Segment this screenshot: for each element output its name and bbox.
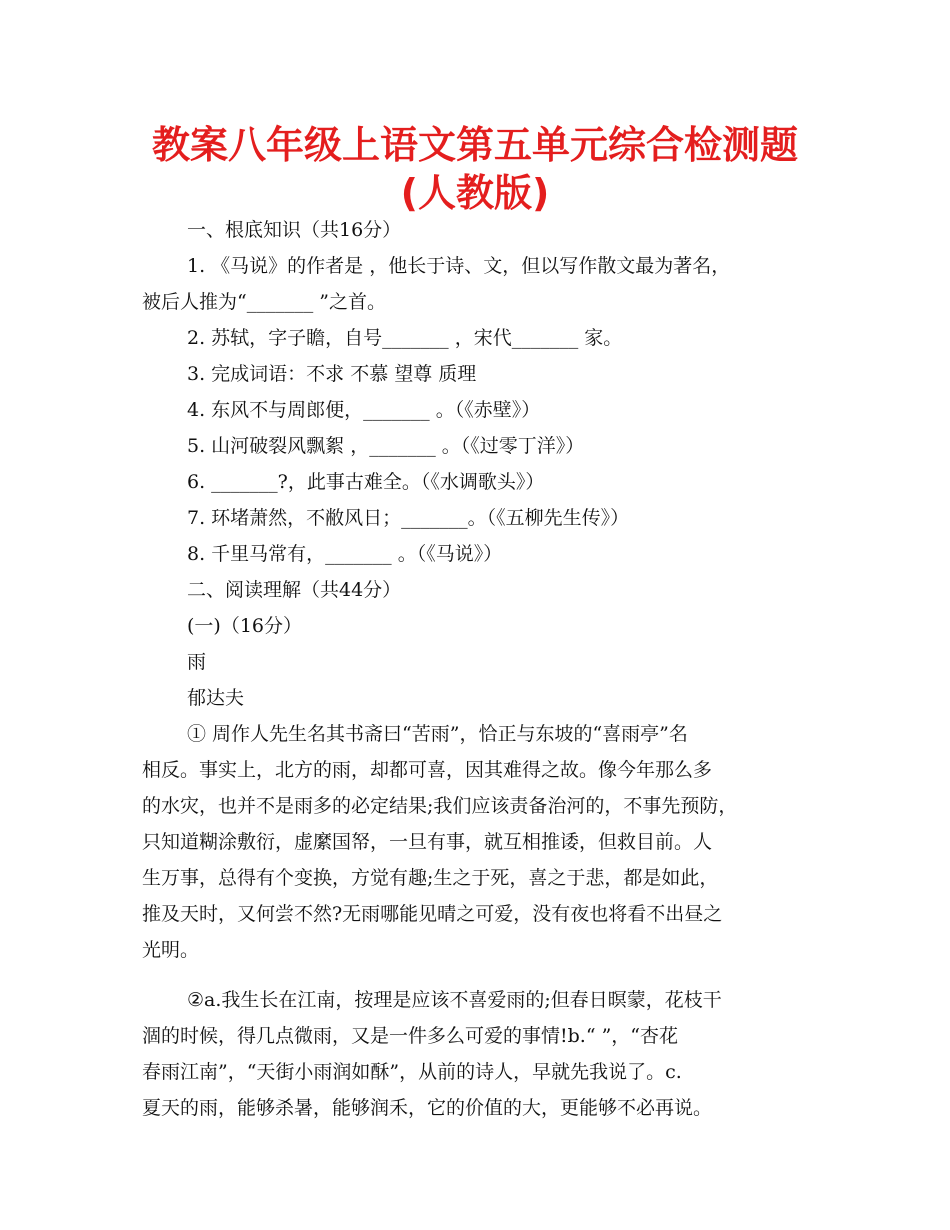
essay-paragraph-1 (142, 716, 832, 968)
paragraph-line: 春雨江南”，“天街小雨润如酥”，从前的诗人，早就先我说了。c. (142, 1061, 682, 1083)
paragraph-line: 相反。事实上，北方的雨，却都可喜，因其难得之故。像今年那么多 (142, 759, 713, 781)
subsection-heading: (一)（16分） (187, 615, 303, 637)
paragraph-line: ②a.我生长在江南，按理是应该不喜爱雨的;但春日暝蒙，花枝干 (187, 989, 722, 1011)
document-title: 教案八年级上语文第五单元综合检测题 (151, 123, 798, 167)
paragraph-spacer (142, 968, 832, 982)
document-body (142, 212, 832, 1126)
paragraph-line: 夏天的雨，能够杀暑，能够润禾，它的价值的大，更能够不必再说。 (142, 1097, 713, 1119)
question-1-line-1: 1. 《马说》的作者是 ，他长于诗、文，但以写作散文最为著名， (187, 255, 731, 277)
document-subtitle: (人教版) (400, 171, 550, 215)
essay-paragraph-2 (142, 982, 832, 1126)
paragraph-line: 光明。 (142, 939, 200, 961)
question-3: 3. 完成词语：不求 不慕 望尊 质理 (187, 363, 477, 385)
essay-title: 雨 (187, 651, 207, 673)
question-1-line-2: 被后人推为“_______ ”之首。 (142, 291, 386, 313)
paragraph-line: ① 周作人先生名其书斋曰“苦雨”，恰正与东坡的“喜雨亭”名 (187, 723, 688, 745)
paragraph-line: 推及天时，又何尝不然?无雨哪能见晴之可爱，没有夜也将看不出昼之 (142, 903, 723, 925)
paragraph-line: 只知道糊涂敷衍，虚縻国帑，一旦有事，就互相推诿，但救目前。人 (142, 831, 713, 853)
section-heading-basics: 一、根底知识（共16分） (187, 219, 402, 241)
question-2: 2. 苏轼，字子瞻，自号_______ ，宋代_______ 家。 (187, 327, 623, 349)
paragraph-line: 生万事，总得有个变换，方觉有趣;生之于死，喜之于悲，都是如此， (142, 867, 719, 889)
paragraph-line: 的水灾，也并不是雨多的必定结果;我们应该责备治河的，不事先预防， (142, 795, 738, 817)
question-4: 4. 东风不与周郎便，_______ 。（《赤壁》） (187, 399, 541, 421)
question-7: 7. 环堵萧然，不敝风日；_______。（《五柳先生传》） (187, 507, 630, 529)
paragraph-line: 涸的时候，得几点微雨，又是一件多么可爱的事情!b.“ ”，“杏花 (142, 1025, 679, 1047)
question-5: 5. 山河破裂风飘絮 ，_______ 。（《过零丁洋》） (187, 435, 585, 457)
essay-author: 郁达夫 (187, 687, 245, 709)
section-heading-reading: 二、阅读理解（共44分） (187, 579, 402, 601)
question-6: 6. _______?，此事古难全。（《水调歌头》） (187, 471, 545, 493)
question-8: 8. 千里马常有，_______ 。（《马说》） (187, 543, 503, 565)
